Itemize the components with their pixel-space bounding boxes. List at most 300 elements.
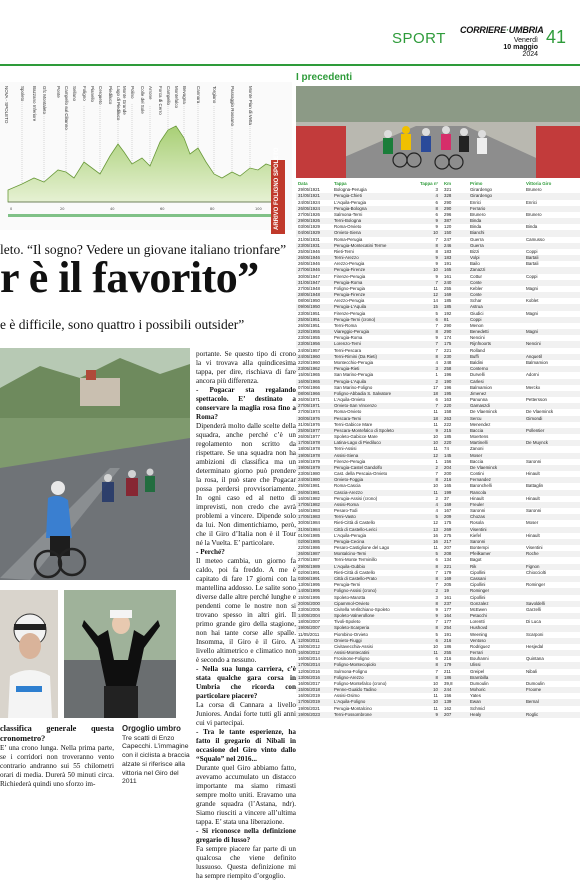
cell-date: 22/05/1955: [298, 329, 320, 335]
cell-stage: Spoleto-Gabicce Mare: [334, 434, 378, 440]
cell-winner: Binda: [470, 218, 482, 224]
cell-km: 221: [444, 563, 452, 569]
cell-km: 248: [444, 359, 452, 365]
cell-km: 211: [444, 668, 451, 674]
cell-stage-number: 7: [435, 668, 438, 674]
cell-winner: Zanazzi: [470, 267, 486, 273]
cell-stage: Orvieto-Foggia: [334, 477, 364, 483]
cell-winner: Bagot: [470, 557, 482, 563]
cell-stage-number: 3: [435, 366, 438, 372]
cell-giro-winner: Saronni: [526, 458, 542, 464]
cell-date: 12/05/2011: [298, 637, 320, 643]
cell-stage: Terni-Fossombrone: [334, 711, 372, 717]
cell-winner: Baldini: [470, 359, 484, 365]
cell-winner: Cottur: [470, 273, 482, 279]
cell-winner: Schmid: [470, 705, 485, 711]
cell-winner: Ewan: [470, 699, 481, 705]
cell-date: 19/05/2021: [298, 705, 320, 711]
cell-winner: Contini: [470, 471, 484, 477]
cell-stage-number: 5: [435, 514, 438, 520]
article-paragraph: Fa sempre piacere far parte di un qualcosa che viene definito lussuoso. Questa definizione mi ha sempre riempito d’orgoglio.: [196, 845, 296, 880]
cell-stage: L'Aquila-Orvieto: [334, 397, 366, 403]
cell-stage: Perugia-Firenze: [334, 292, 366, 298]
interview-question: - Si riconosce nella definizione gregario di lusso?: [196, 827, 296, 844]
cell-date: 08/06/1966: [298, 390, 320, 396]
cell-stage: Terni-Pescara: [334, 347, 362, 353]
cell-date: 08/06/1950: [298, 298, 320, 304]
cell-date: 27/05/1974: [298, 409, 320, 415]
cell-date: 27/05/1926: [298, 211, 320, 217]
cell-km: 208: [444, 551, 452, 557]
cell-km: 169: [444, 576, 452, 581]
weekday: Venerdì: [513, 37, 538, 44]
cell-winner: Balmamion: [470, 384, 492, 390]
cell-stage-number: 11: [433, 421, 438, 427]
cell-date: 18/05/1978: [298, 446, 320, 452]
cell-stage-number: 7: [435, 341, 438, 347]
cell-km: 244: [444, 687, 452, 693]
cell-stage: Terni-Gabicce Mare: [334, 421, 373, 427]
svg-text:0: 0: [10, 207, 13, 211]
cell-stage: Foligno-Montefalco (crono): [334, 680, 387, 686]
cell-date: 14/05/1995: [298, 588, 320, 594]
cell-stage-number: 5: [435, 551, 438, 557]
cell-stage-number: 9: [435, 427, 438, 433]
cell-stage-number: 16: [433, 532, 438, 538]
cell-km: 217: [444, 538, 452, 544]
article-column: [196, 350, 296, 880]
cell-stage-number: 7: [435, 347, 438, 353]
cell-km: 175: [444, 520, 452, 526]
cell-stage: Perugia-L'Aquila: [334, 378, 367, 384]
cell-km: 150: [444, 230, 452, 236]
cell-km: 290: [444, 329, 452, 335]
cell-stage-number: 6: [435, 656, 438, 662]
cell-giro-winner: Battaglin: [526, 483, 544, 489]
cell-km: 290: [444, 199, 452, 205]
cell-winner: Girardengo: [470, 193, 492, 199]
cell-date: 26/05/1946: [298, 255, 320, 261]
svg-text:100: 100: [255, 207, 262, 211]
cell-stage: Salmona-Terni: [334, 211, 363, 217]
cell-giro-winner: De Vlaeminck: [526, 409, 554, 415]
cell-stage: Perugia-Roma: [334, 335, 363, 341]
profile-place-label: Gfc Montaleto: [42, 86, 47, 115]
cell-giro-winner: Bernal: [526, 699, 539, 705]
cell-winner: Giudici: [470, 310, 484, 316]
cell-stage: Orvieto-Siena: [334, 230, 361, 236]
cell-giro-winner: Chiocciolti: [526, 569, 547, 575]
cell-stage-number: 12: [433, 292, 438, 298]
cell-date: 03/06/1929: [298, 224, 320, 230]
cell-date: 31/05/1947: [298, 279, 320, 285]
cell-km: 165: [444, 267, 452, 273]
cell-winner: Hushovd: [470, 625, 488, 631]
cell-km: 169: [444, 501, 452, 507]
cell-stage: L'Aquila-Perugia: [334, 532, 367, 538]
cell-date: 23/05/1931: [298, 242, 320, 248]
precedenti-title: I precedenti: [296, 72, 353, 83]
cell-stage-number: 10: [433, 687, 438, 693]
cell-stage-number: 11: [433, 409, 438, 415]
cell-giro-winner: Rominger: [526, 582, 546, 588]
cell-stage: Sulmona-Foligno: [334, 668, 368, 674]
cell-stage-number: 9: [435, 613, 438, 619]
cell-stage: Perugia-Castel Gandolfo: [334, 464, 383, 470]
cell-date: 19/05/2007: [298, 625, 320, 631]
cell-date: 23/05/1980: [298, 471, 320, 477]
cyclists-photo: [0, 348, 190, 580]
cell-km: 205: [444, 582, 452, 588]
cell-date: 26/05/1924: [298, 205, 320, 211]
col-header-stage-number: Tappa n°: [420, 181, 439, 186]
cell-giro-winner: Froome: [526, 687, 542, 693]
cell-km: 161: [444, 594, 452, 600]
cell-stage: Roma-Orvieto: [334, 409, 362, 415]
cell-winner: Bizzi: [470, 248, 480, 254]
cell-winner: McEwen: [470, 606, 487, 612]
cell-stage: Arezzo-Perugia: [334, 261, 365, 267]
cell-winner: De Vlaeminck: [470, 409, 498, 415]
cell-winner: Ferrari: [470, 650, 483, 656]
profile-place-label: Monte Grande: [122, 86, 127, 115]
cell-giro-winner: Magni: [526, 285, 538, 291]
cell-date: 19/05/1979: [298, 458, 320, 464]
cell-km: 156: [444, 693, 452, 699]
cell-date: 17/05/1983: [298, 514, 320, 520]
article-paragraph: Dipenderà molto dalle scelte della squadra, anche perché c’è un regolamento non scritto da rispettare. Se una squadra non ha ambizioni di classifica ma un determinato giorno può prendere la rosa, il può stare che Pogacar possa perdersi provvisoriamente. In ogni caso ed al netto di imprevisti, non credo che avrà problemi a vincere. Dipende solo da lui. Non dimentichiamo, però, che il Giro d’Italia non è il Tour né la Vuelta. E’ particolare.: [196, 422, 296, 547]
cell-km: 207: [444, 711, 452, 717]
cell-winner: Durvelli: [470, 372, 485, 378]
cell-stage: Rieti-Città di Castello: [334, 569, 375, 575]
cell-date: 31/05/1976: [298, 421, 320, 427]
cell-date: 01/06/1985: [298, 532, 320, 538]
profile-place-label: Campello sul Clitunno: [64, 86, 69, 130]
cell-km: 247: [444, 236, 452, 242]
cell-km: 230: [444, 353, 452, 359]
cell-giro-winner: Roglic: [526, 711, 539, 717]
cell-winner: Healy: [470, 711, 482, 717]
cell-winner: Ulissi: [470, 662, 481, 668]
cell-winner: Zanoni: [470, 446, 484, 452]
celebration-photo: [64, 590, 176, 718]
cell-date: 17/05/1978: [298, 440, 320, 446]
cell-stage-number: 8: [435, 329, 438, 335]
cell-giro-winner: Saronni: [526, 508, 542, 514]
section-label: SPORT: [392, 30, 446, 47]
profile-place-label: NOVA - SPOLETO: [4, 86, 9, 124]
cell-stage-number: 8: [435, 625, 438, 631]
cell-giro-winner: Coppi: [526, 273, 538, 279]
cell-km: 220: [444, 403, 452, 409]
cell-giro-winner: Hinault: [526, 532, 540, 538]
cell-giro-winner: Scarponi: [526, 631, 544, 637]
cell-stage-number: 2: [435, 464, 438, 470]
cell-date: 02/06/1985: [298, 538, 320, 544]
cell-date: 11/05/2011: [298, 631, 320, 637]
cell-km: 139: [444, 699, 452, 705]
cell-date: 31/05/1984: [298, 526, 320, 532]
cell-date: 02/06/1991: [298, 569, 320, 575]
cell-date: 22/05/1960: [298, 359, 320, 365]
cell-stage: Pesaro-Todi: [334, 508, 358, 514]
cell-km: 165: [444, 483, 452, 489]
cell-stage-number: 2: [435, 495, 438, 501]
cell-stage-number: 4: [435, 193, 438, 199]
cell-km: 169: [444, 292, 452, 298]
cell-stage-number: 18: [433, 390, 438, 396]
cell-stage-number: 11: [433, 545, 438, 551]
profile-place-label: Monte Pian di Vetta: [248, 86, 253, 126]
cell-stage-number: 6: [435, 316, 438, 322]
page-header: [0, 0, 580, 62]
cell-stage: Lorenzo-Terni: [334, 341, 361, 347]
cell-winner: Bontempi: [470, 545, 489, 551]
cell-date: 17/05/1982: [298, 501, 320, 507]
cell-km: 134: [444, 557, 452, 563]
cell-stage: Perugia-Montalcino: [334, 705, 372, 711]
cell-km: 81: [444, 316, 449, 322]
cell-stage: Terni-Rimini (Da Rieti): [334, 353, 377, 359]
cell-stage-number: 10: [433, 434, 438, 440]
cell-winner: Martinelli: [470, 440, 488, 446]
headline-kicker: leto. “Il sogno? Vedere un giovane italiano trionfare”: [0, 242, 287, 257]
cell-date: 26/05/1981: [298, 489, 320, 495]
article-lower: [0, 724, 114, 804]
cell-stage: Firenze-Perugia: [334, 458, 366, 464]
cell-stage-number: 8: [435, 353, 438, 359]
cell-giro-winner: Visentini: [526, 545, 543, 551]
cell-winner: Menendez: [470, 421, 491, 427]
finish-marker: ARRIVO FOLIGNO SPOLETO: [271, 160, 285, 234]
interview-question: - Pogacar sta regalando spettacolo. E’ destinato a conservare la maglia rosa fino a Roma?: [196, 386, 296, 421]
cell-stage-number: 2: [435, 378, 438, 384]
cell-km: 255: [444, 285, 452, 291]
cell-stage: Roma-Orvieto: [334, 224, 362, 230]
cell-stage-number: 9: [435, 606, 438, 612]
cell-stage-number: 10: [433, 230, 438, 236]
cell-stage-number: 4: [435, 508, 438, 514]
cell-giro-winner: Hinault: [526, 471, 540, 477]
cell-km: 167: [444, 508, 452, 514]
cell-date: 23/05/1956: [298, 341, 320, 347]
cell-km: 222: [444, 421, 452, 427]
profile-place-label: Colle del Sole: [140, 86, 145, 114]
cell-date: 15/05/1965: [298, 372, 320, 378]
cell-km: 19: [444, 588, 449, 594]
article-paragraph: E’ una crono lunga. Nella prima parte, se i corridori non troveranno vento contrario andranno sui 55 chilometri orari di media. Durerà 50 minuti circa. Richiederà quindi uno sforzo im-: [0, 744, 114, 789]
cell-winner: Buffi: [470, 353, 479, 359]
cell-km: 164: [444, 613, 452, 619]
cell-stage: Perugia-Cecina: [334, 538, 365, 544]
cell-stage-number: 8: [435, 477, 438, 483]
cell-winner: Rijnfnoorts: [470, 341, 491, 347]
cell-winner: Panunna: [470, 397, 488, 403]
cell-km: 186: [444, 674, 452, 680]
cell-winner: Pfeilkamer: [470, 551, 491, 557]
cell-km: 246: [444, 242, 452, 248]
cell-date: 30/05/1976: [298, 415, 320, 421]
cell-km: 185: [444, 434, 452, 440]
svg-text:80: 80: [210, 207, 215, 211]
cell-winner: Rik: [470, 563, 477, 569]
profile-place-label: Forca di Cerro: [158, 86, 163, 115]
cell-stage: Rieti-Terni: [334, 248, 354, 254]
cell-km: 179: [444, 662, 452, 668]
cell-stage: Città di Castello-Lerici: [334, 526, 377, 532]
article-paragraph: Durante quel Giro abbiamo fatto, avevamo accumulato un distacco importante ma siamo rimasti sempre molto uniti. Eravamo una grande squadra (l’Astana, ndr). Siamo riusciti a vincere all’ultima tappa. E’ stata una liberazione.: [196, 764, 296, 826]
cell-date: 29/05/1921: [298, 187, 320, 193]
cell-stage-number: 9: [435, 273, 438, 279]
cell-date: 14/05/2004: [298, 613, 320, 619]
cell-km: 183: [444, 248, 452, 254]
cell-stage-number: 1: [435, 458, 438, 464]
cell-winner: Fernandez: [470, 477, 491, 483]
profile-place-label: Spoleto: [20, 86, 25, 102]
issue-date: 10 maggio: [503, 44, 538, 51]
cell-km: 174: [444, 335, 452, 341]
cell-giro-winner: Magni: [526, 310, 538, 316]
cell-stage: Perugia-L'Aquila: [334, 304, 367, 310]
cell-stage: Città di Castello-Prato: [334, 576, 377, 581]
cell-winner: Rolland: [470, 347, 485, 353]
cell-km: 258: [444, 366, 452, 372]
caption-text: Tre scatti di Enzo Capecchi. L’immagine con il ciclista a braccia alzate si riferisce alla vittoria nel Giro del 2011: [122, 734, 190, 786]
profile-place-label: Pianello: [90, 86, 95, 103]
cell-stage-number: 8: [435, 248, 438, 254]
profile-place-label: Bazzano Inferiore: [32, 86, 37, 122]
cell-winner: Baccia: [470, 427, 484, 433]
cell-date: 26/05/1971: [298, 397, 320, 403]
cell-giro-winner: Hesjedal: [526, 643, 544, 649]
cell-stage-number: 11: [433, 446, 438, 452]
cell-stage: Assisi-Montecatini: [334, 650, 370, 656]
cell-winner: Cipollini: [470, 594, 486, 600]
cell-winner: Brunero: [470, 211, 486, 217]
article-paragraph: portante. Se questo tipo di crono la vi trovava alla quindicesima tappa, per dire, rischiava di fare ancora più differenza.: [196, 350, 296, 385]
cell-winner: Girardengo: [470, 187, 492, 193]
cell-winner: Yates: [470, 693, 481, 699]
cell-stage-number: 7: [435, 569, 438, 575]
cell-date: 23/05/1962: [298, 366, 320, 372]
cell-date: 30/05/1984: [298, 520, 320, 526]
cell-km: 192: [444, 310, 452, 316]
cell-winner: Jimenez: [470, 390, 487, 396]
cell-date: 25/05/1951: [298, 316, 320, 322]
cell-date: 15/05/2012: [298, 643, 320, 649]
cell-stage: Spoleto-Scarperia: [334, 625, 370, 631]
cell-stage: Perugia-Firenze: [334, 267, 366, 273]
col-header-giro-winner: Vittoria Giro: [526, 181, 552, 186]
cell-giro-winner: Balmamion: [526, 359, 548, 365]
cell-stage: Arezzo-Perugia: [334, 298, 365, 304]
cell-stage-number: 18: [433, 415, 438, 421]
race-photo: [296, 86, 580, 178]
cell-winner: Cipollini: [470, 569, 486, 575]
cell-stage: Roma-Perugia: [334, 236, 363, 242]
cell-date: 27/06/1946: [298, 267, 320, 273]
cell-winner: Schar: [470, 298, 482, 304]
cell-giro-winner: Garzelli: [526, 606, 541, 612]
cell-stage-number: 6: [435, 397, 438, 403]
cell-stage-number: 5: [435, 631, 438, 637]
profile-place-label: Arrone: [148, 86, 153, 100]
cell-date: 26/05/1977: [298, 434, 320, 440]
article-paragraph: La corsa di Cannara a livello Juniores. Andai forte tutti gli anni cui vi partecipai.: [196, 701, 296, 727]
cell-km: 321: [444, 187, 452, 193]
cell-km: 199: [444, 489, 452, 495]
cell-stage: Civitella Verlitchiano-Spoleto: [334, 606, 390, 612]
cell-giro-winner: Binda: [526, 224, 538, 230]
cell-winner: Guerra: [470, 236, 484, 242]
cell-stage: Penne-Gualdo Tadino: [334, 687, 377, 693]
cell-stage: Assisi-Roma: [334, 501, 359, 507]
cell-giro-winner: Savoldelli: [526, 600, 545, 606]
cell-stage-number: 9: [435, 261, 438, 267]
cell-stage: L'Aquila-Gubbio: [334, 563, 366, 569]
cell-winner: Ventoso: [470, 637, 486, 643]
cell-giro-winner: Quintana: [526, 656, 544, 662]
cell-winner: Bouhanni: [470, 656, 489, 662]
cell-km: 220: [444, 440, 452, 446]
cell-date: 23/05/2005: [298, 606, 320, 612]
rider-portrait-photo: [0, 590, 58, 718]
photo-caption: [122, 725, 192, 787]
cell-stage-number: 9: [435, 255, 438, 261]
cell-date: 22/05/1986: [298, 545, 320, 551]
cell-giro-winner: Nibali: [526, 668, 537, 674]
cell-stage-number: 16: [433, 538, 438, 544]
cell-km: 216: [444, 637, 452, 643]
cell-stage: Terni-Vasto: [334, 514, 356, 520]
cell-km: 177: [444, 619, 452, 625]
cell-stage-number: 10: [433, 440, 438, 446]
col-header-date: Data: [298, 181, 308, 186]
cell-stage: Perugia-Assisi (crono): [334, 495, 378, 501]
cell-giro-winner: De Muynck: [526, 440, 548, 446]
cell-stage-number: 8: [435, 600, 438, 606]
profile-place-label: Ponte: [56, 86, 61, 98]
cell-giro-winner: Anquetil: [526, 353, 542, 359]
cell-km: 183: [444, 255, 452, 261]
cell-stage-number: 15: [433, 304, 438, 310]
cell-date: 19/05/1979: [298, 464, 320, 470]
cell-stage: Foligno-Perugia: [334, 285, 365, 291]
cell-winner: Visentini: [470, 526, 487, 532]
svg-text:20: 20: [60, 207, 65, 211]
cell-stage: Cipammol-Orvieto: [334, 600, 370, 606]
cell-km: 177: [444, 606, 452, 612]
cell-stage: Foligno-Assisi (crono): [334, 588, 377, 594]
cell-winner: Rominger: [470, 588, 490, 594]
cell-km: 269: [444, 526, 452, 532]
cell-winner: Enrici: [470, 199, 481, 205]
col-header-winner: Primo: [470, 181, 483, 186]
cell-stage: Orvieto-San Vincenzo: [334, 403, 377, 409]
cell-stage: Perugia-Roma: [334, 279, 363, 285]
cell-stage-number: 9: [435, 218, 438, 224]
cell-date: 27/05/1971: [298, 403, 320, 409]
cell-stage-number: 7: [435, 279, 438, 285]
cell-stage: Pesaro-Castiglione del Lago: [334, 545, 390, 551]
cell-stage: Firenze-Perugia: [334, 273, 366, 279]
cell-giro-winner: Di Luca: [526, 619, 541, 625]
cell-date: 27/05/1948: [298, 285, 320, 291]
cell-stage-number: 3: [435, 594, 438, 600]
cell-stage-number: 10: [433, 643, 438, 649]
cell-date: 15/05/2018: [298, 687, 320, 693]
cell-km: 196: [444, 372, 452, 378]
